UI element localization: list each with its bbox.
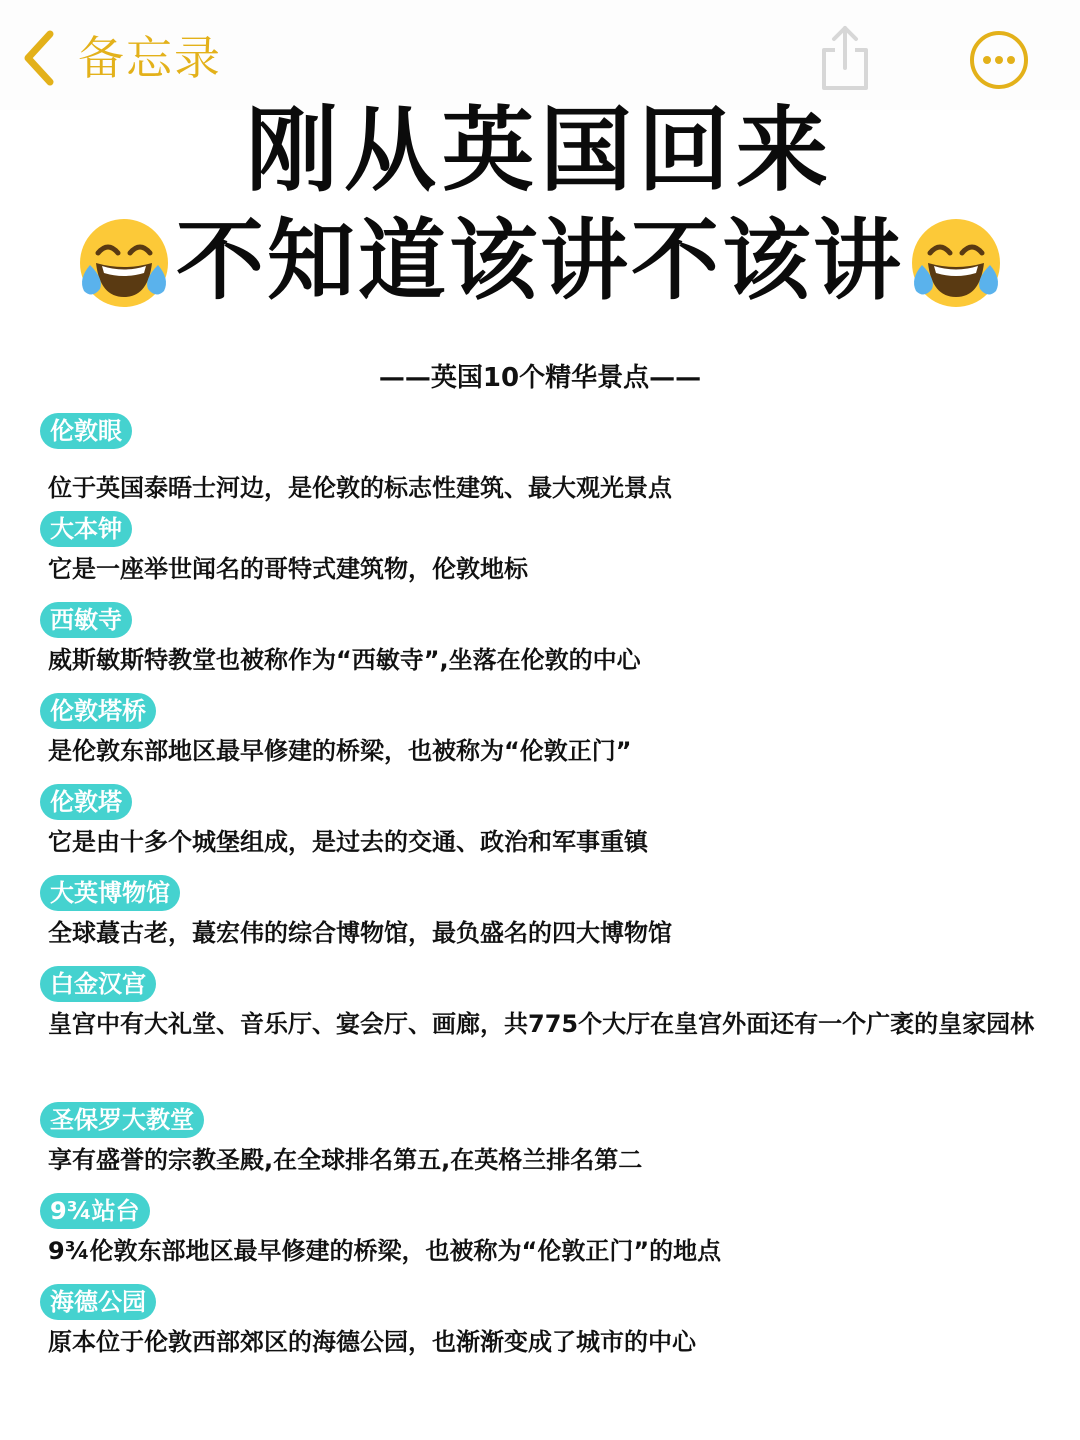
item-description: 皇宫中有大礼堂、音乐厅、宴会厅、画廊，共775个大厅在皇宫外面还有一个广袤的皇家园林 [48, 1010, 1035, 1038]
item-tag: 伦敦塔桥 [40, 693, 156, 729]
more-icon [968, 29, 1030, 91]
page-title-line-2 [0, 206, 1080, 316]
list-item [40, 875, 1040, 956]
item-description: 9¾伦敦东部地区最早修建的桥梁，也被称为“伦敦正门”的地点 [48, 1237, 722, 1265]
list-item [40, 602, 1040, 683]
back-label: 备忘录 [78, 31, 222, 85]
list-item [40, 966, 1040, 1047]
list-item [40, 511, 1040, 592]
list-item [40, 1193, 1040, 1274]
item-tag: 圣保罗大教堂 [40, 1102, 204, 1138]
list-item [40, 693, 1040, 774]
more-button[interactable] [968, 29, 1030, 95]
item-description: 享有盛誉的宗教圣殿,在全球排名第五,在英格兰排名第二 [48, 1146, 643, 1174]
list-item [40, 784, 1040, 865]
item-description: 它是由十多个城堡组成，是过去的交通、政治和军事重镇 [48, 828, 648, 856]
item-description: 全球蕞古老，蕞宏伟的综合博物馆，最负盛名的四大博物馆 [48, 919, 672, 947]
chevron-left-icon [22, 29, 56, 87]
item-tag: 9¾站台 [40, 1193, 150, 1229]
page-title-line-1: 刚从英国回来 [245, 97, 834, 204]
item-tag: 大本钟 [40, 511, 132, 547]
tears-of-joy-emoji-icon [908, 213, 1004, 309]
item-tag: 白金汉宫 [40, 966, 156, 1002]
top-bar [0, 0, 1080, 110]
item-description: 原本位于伦敦西部郊区的海德公园，也渐渐变成了城市的中心 [48, 1328, 696, 1356]
list-item [40, 1102, 1040, 1183]
item-tag: 伦敦塔 [40, 784, 132, 820]
share-button[interactable] [816, 24, 874, 98]
tears-of-joy-emoji-icon [76, 213, 172, 309]
back-button[interactable] [22, 28, 222, 88]
item-description: 它是一座举世闻名的哥特式建筑物，伦敦地标 [48, 555, 528, 583]
item-description: 位于英国泰晤士河边，是伦敦的标志性建筑、最大观光景点 [48, 474, 672, 502]
item-tag: 伦敦眼 [40, 413, 132, 449]
share-icon [816, 24, 874, 94]
page-title-line-2-text: 不知道该讲不该讲 [175, 209, 904, 312]
item-description: 是伦敦东部地区最早修建的桥梁，也被称为“伦敦正门” [48, 737, 632, 765]
list-item [40, 1284, 1040, 1365]
item-tag: 海德公园 [40, 1284, 156, 1320]
section-subtitle: ——英国10个精华景点—— [378, 363, 702, 393]
item-tag: 大英博物馆 [40, 875, 180, 911]
item-description: 威斯敏斯特教堂也被称作为“西敏寺”,坐落在伦敦的中心 [48, 646, 641, 674]
list-item [40, 413, 1040, 511]
item-tag: 西敏寺 [40, 602, 132, 638]
